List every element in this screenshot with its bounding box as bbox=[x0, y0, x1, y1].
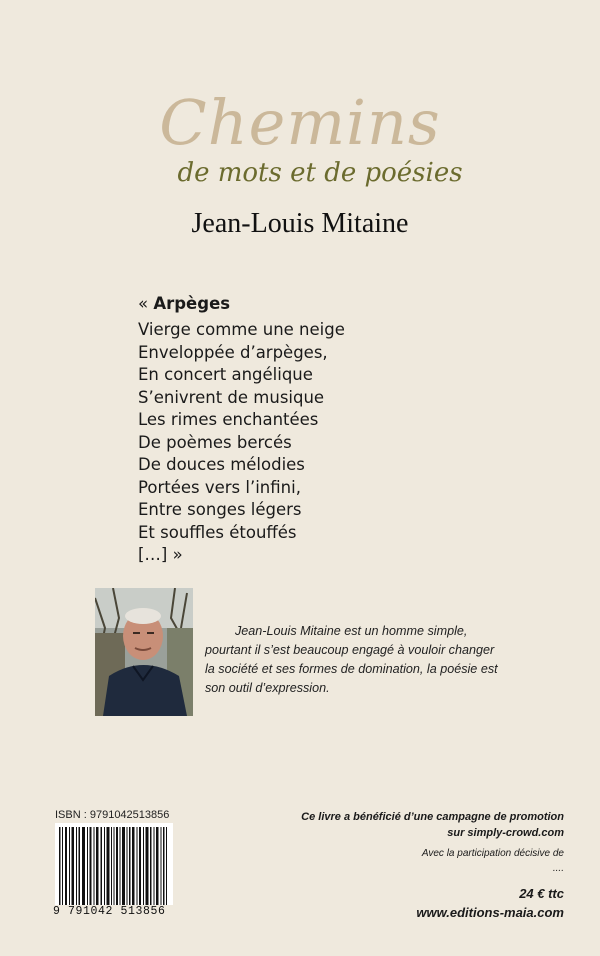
bio-line: Jean-Louis Mitaine est un homme simple, bbox=[235, 624, 468, 638]
poem-open-quote: « bbox=[138, 294, 154, 313]
barcode-digits: 9 791042 513856 bbox=[53, 905, 173, 919]
poem-line: Portées vers l’infini, bbox=[138, 477, 301, 497]
isbn-label: ISBN : 9791042513856 bbox=[55, 809, 170, 821]
poem-line: […] » bbox=[138, 545, 183, 564]
bio-line: la société et ses formes de domination, la poésie est bbox=[205, 662, 498, 676]
poem-line: Entre songes légers bbox=[138, 500, 302, 519]
bio-line: son outil d’expression. bbox=[205, 681, 330, 695]
book-title: Chemins bbox=[159, 86, 441, 159]
poem-line: Et souffles étouffés bbox=[138, 522, 297, 542]
bio-line: pourtant il s’est beaucoup engagé à vouloir changer bbox=[205, 643, 495, 657]
author-name: Jean-Louis Mitaine bbox=[191, 208, 409, 239]
promo-line: sur simply-crowd.com bbox=[447, 827, 564, 839]
publisher-website: www.editions-maia.com bbox=[416, 905, 564, 920]
poem-line: S’enivrent de musique bbox=[138, 387, 325, 407]
barcode-bars bbox=[55, 823, 173, 917]
promo-note bbox=[264, 809, 564, 841]
poem-line: De poèmes bercés bbox=[138, 432, 292, 452]
book-subtitle: de mots et de poésies bbox=[177, 158, 463, 188]
poem-excerpt bbox=[138, 294, 478, 567]
participation-line: Avec la participation décisive de bbox=[421, 848, 564, 859]
poem-line: En concert angélique bbox=[138, 365, 313, 384]
author-portrait-illustration bbox=[95, 588, 193, 716]
poem-line: Vierge comme une neige bbox=[138, 320, 345, 339]
promo-line: Ce livre a bénéficié d’une campagne de promotion bbox=[301, 811, 564, 823]
author-bio bbox=[205, 622, 505, 698]
poem-line: De douces mélodies bbox=[138, 455, 305, 474]
poem-line: Enveloppée d’arpèges, bbox=[138, 342, 328, 362]
participation-note bbox=[264, 846, 564, 876]
poem-title bbox=[138, 294, 478, 313]
author-photo bbox=[95, 588, 193, 716]
barcode bbox=[55, 823, 173, 917]
poem-title-text: Arpèges bbox=[153, 294, 231, 313]
poem-line: Les rimes enchantées bbox=[138, 410, 319, 429]
price: 24 € ttc bbox=[519, 886, 564, 901]
participation-line: .... bbox=[552, 863, 564, 874]
